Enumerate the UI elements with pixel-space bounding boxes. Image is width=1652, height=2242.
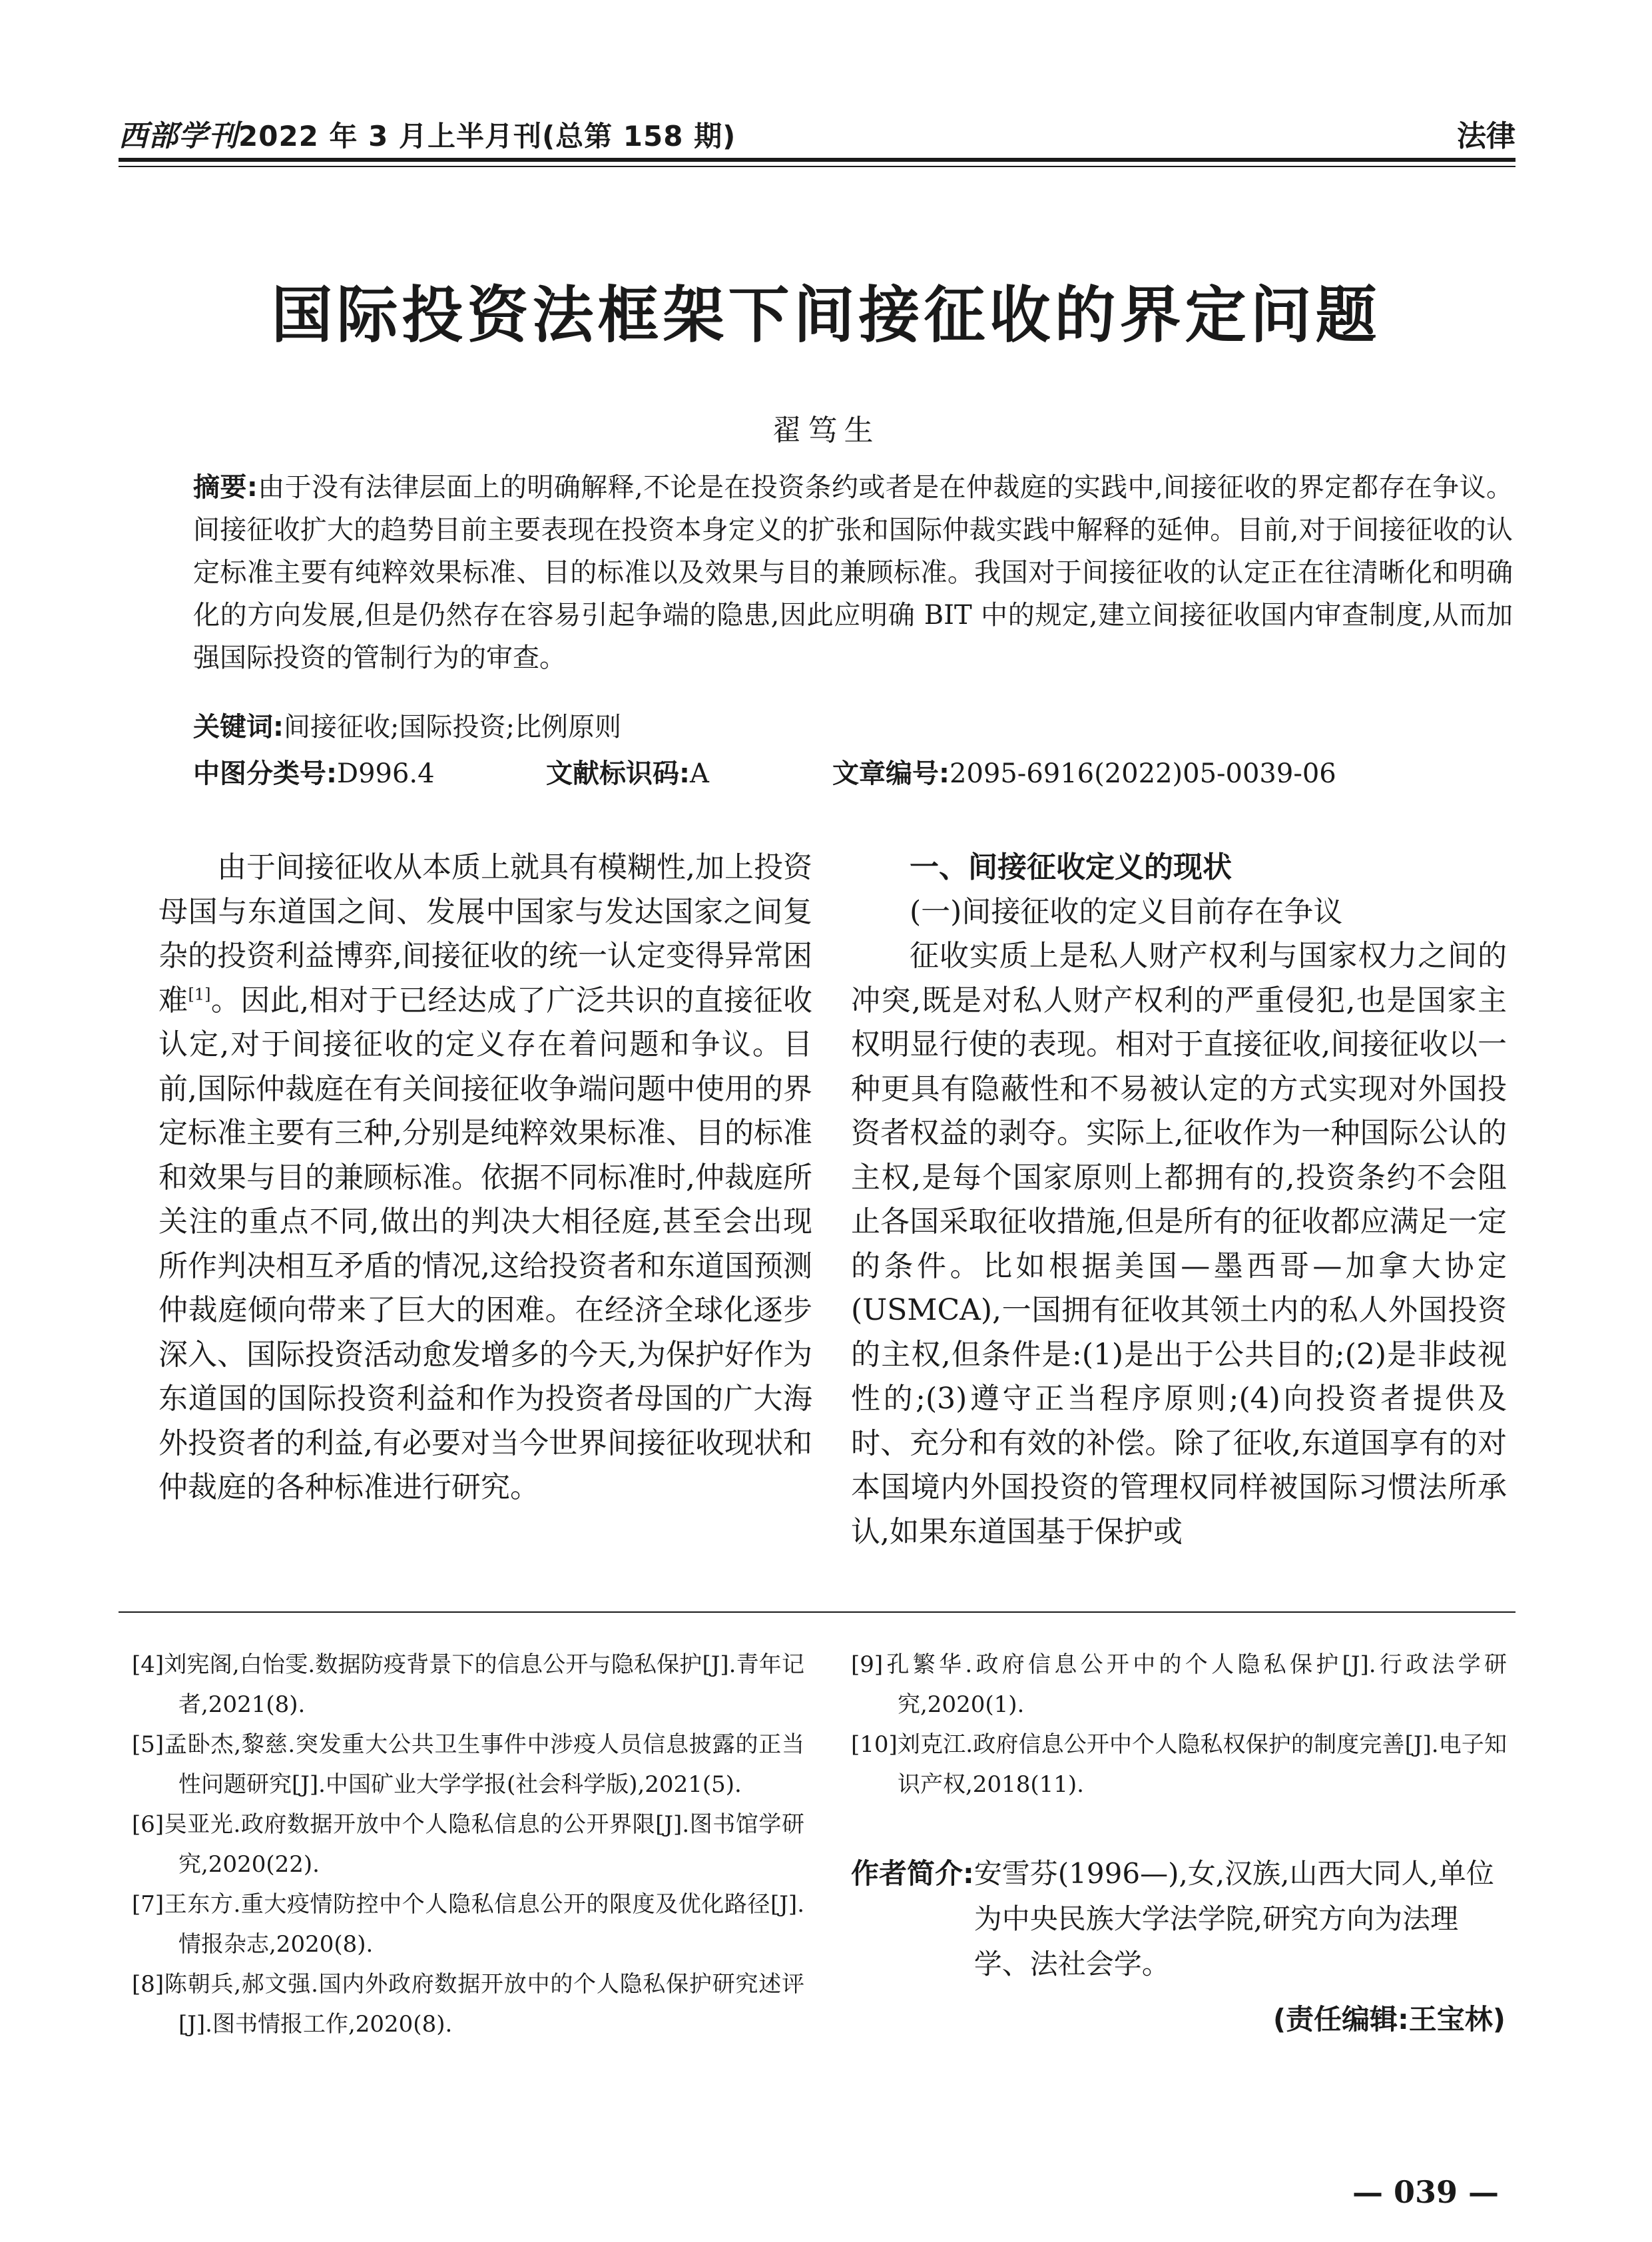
body-column-left <box>158 846 812 1510</box>
reference-item: [9]孔繁华.政府信息公开中的个人隐私保护[J].行政法学研究,2020(1). <box>851 1651 1507 1718</box>
reference-item: [10]刘克江.政府信息公开中个人隐私权保护的制度完善[J].电子知识产权,2018(11). <box>851 1731 1507 1798</box>
article-number <box>832 752 1336 790</box>
clc-value: D996.4 <box>337 758 435 789</box>
abstract-label: 摘要: <box>193 472 258 503</box>
responsible-editor: (责任编辑:王宝林) <box>1272 2003 1506 2036</box>
intro-paragraph <box>158 846 812 1510</box>
body-paragraph: 征收实质上是私人财产权利与国家权力之间的冲突,既是对私人财产权利的严重侵犯,也是国家主权明显行使的表现。相对于直接征收,间接征收以一种更具有隐蔽性和不易被认定的方式实现对外国投资者权益的剥夺。实际上,征收作为一种国际公认的主权,是每个国家原则上都拥有的,投资条约不会阻止各国采取征收措施,但是所有的征收都应满足一定的条件。比如根据美国—墨西哥—加拿大协定(USMCA),一国拥有征收其领土内的私人外国投资的主权,但条件是:(1)是出于公共目的;(2)是非歧视性的;(3)遵守正当程序原则;(4)向投资者提供及时、充分和有效的补偿。除了征收,东道国享有的对本国境内外国投资的管理权同样被国际习惯法所承认,如果东道国基于保护或 <box>851 939 1507 1549</box>
section-heading: 一、间接征收定义的现状 <box>910 850 1232 884</box>
article-value: 2095-6916(2022)05-0039-06 <box>950 758 1336 789</box>
references-left <box>132 1645 804 2044</box>
doc-label: 文献标识码: <box>546 758 690 789</box>
reference-item: [4]刘宪阁,白怡雯.数据防疫背景下的信息公开与隐私保护[J].青年记者,2021(8). <box>132 1651 804 1718</box>
reference-item: [7]王东方.重大疫情防控中个人隐私信息公开的限度及优化路径[J].情报杂志,2020(8). <box>132 1891 804 1958</box>
intro-text-b: 。因此,相对于已经达成了广泛共识的直接征收认定,对于间接征收的定义存在着问题和争议。目前,国际仲裁庭在有关间接征收争端问题中使用的界定标准主要有三种,分别是纯粹效果标准、目的标准和效果与目的兼顾标准。依据不同标准时,仲裁庭所关注的重点不同,做出的判决大相径庭,甚至会出现所作判决相互矛盾的情况,这给投资者和东道国预测仲裁庭倾向带来了巨大的困难。在经济全球化逐步深入、国际投资活动愈发增多的今天,为保护好作为东道国的国际投资利益和作为投资者母国的广大海外投资者的利益,有必要对当今世界间接征收现状和仲裁庭的各种标准进行研究。 <box>158 983 812 1504</box>
article-author: 翟笃生 <box>772 414 880 447</box>
document-code <box>546 752 709 790</box>
page-number: — 039 — <box>1352 2174 1499 2210</box>
author-bio-label: 作者简介: <box>851 1857 974 1890</box>
abstract-text: 由于没有法律层面上的明确解释,不论是在投资条约或者是在仲裁庭的实践中,间接征收的界定都存在争议。间接征收扩大的趋势目前主要表现在投资本身定义的扩张和国际仲裁实践中解释的延伸。目前,对于间接征收的认定标准主要有纯粹效果标准、目的标准以及效果与目的兼顾标准。我国对于间接征收的认定正在往清晰化和明确化的方向发展,但是仍然存在容易引起争端的隐患,因此应明确 BIT 中的规定,建立间接征收国内审查制度,从而加强国际投资的管制行为的审查。 <box>193 472 1513 673</box>
abstract <box>193 466 1513 679</box>
footnote-rule <box>119 1611 1515 1613</box>
classification-row <box>193 752 1392 792</box>
header-rule <box>119 158 1515 162</box>
clc-label: 中图分类号: <box>193 758 337 789</box>
references-right <box>851 1645 1507 1805</box>
reference-item: [8]陈朝兵,郝文强.国内外政府数据开放中的个人隐私保护研究述评[J].图书情报工作,2020(8). <box>132 1971 804 2038</box>
issue-info: 2022 年 3 月上半月刊(总第 158 期) <box>238 120 736 152</box>
header-rule-thin <box>119 166 1515 167</box>
section-label: 法律 <box>1457 119 1515 153</box>
subsection-heading: (一)间接征收的定义目前存在争议 <box>910 894 1343 929</box>
article-title: 国际投资法框架下间接征收的界定问题 <box>271 280 1381 351</box>
intro-text-a: 由于间接征收从本质上就具有模糊性,加上投资母国与东道国之间、发展中国家与发达国家之间复杂的投资利益博弈,间接征收的统一认定变得异常困难 <box>158 850 812 1017</box>
author-bio <box>851 1851 1510 1987</box>
reference-item: [6]吴亚光.政府数据开放中个人隐私信息的公开界限[J].图书馆学研究,2020(22). <box>132 1811 804 1878</box>
reference-item: [5]孟卧杰,黎慈.突发重大公共卫生事件中涉疫人员信息披露的正当性问题研究[J].中国矿业大学学报(社会科学版),2021(5). <box>132 1731 804 1798</box>
keywords-text: 间接征收;国际投资;比例原则 <box>284 712 621 742</box>
author-bio-text: 安雪芬(1996—),女,汉族,山西大同人,单位为中央民族大学法学院,研究方向为法理学、法社会学。 <box>973 1857 1494 1980</box>
article-label: 文章编号: <box>832 758 950 789</box>
keywords-label: 关键词: <box>193 712 284 742</box>
journal-logo: 西部学刊 <box>119 119 238 153</box>
running-header <box>119 112 736 154</box>
keywords <box>193 706 621 744</box>
citation-marker: [1] <box>188 984 211 1003</box>
body-column-right <box>851 846 1507 1554</box>
clc-code <box>193 752 435 790</box>
doc-value: A <box>690 758 709 789</box>
